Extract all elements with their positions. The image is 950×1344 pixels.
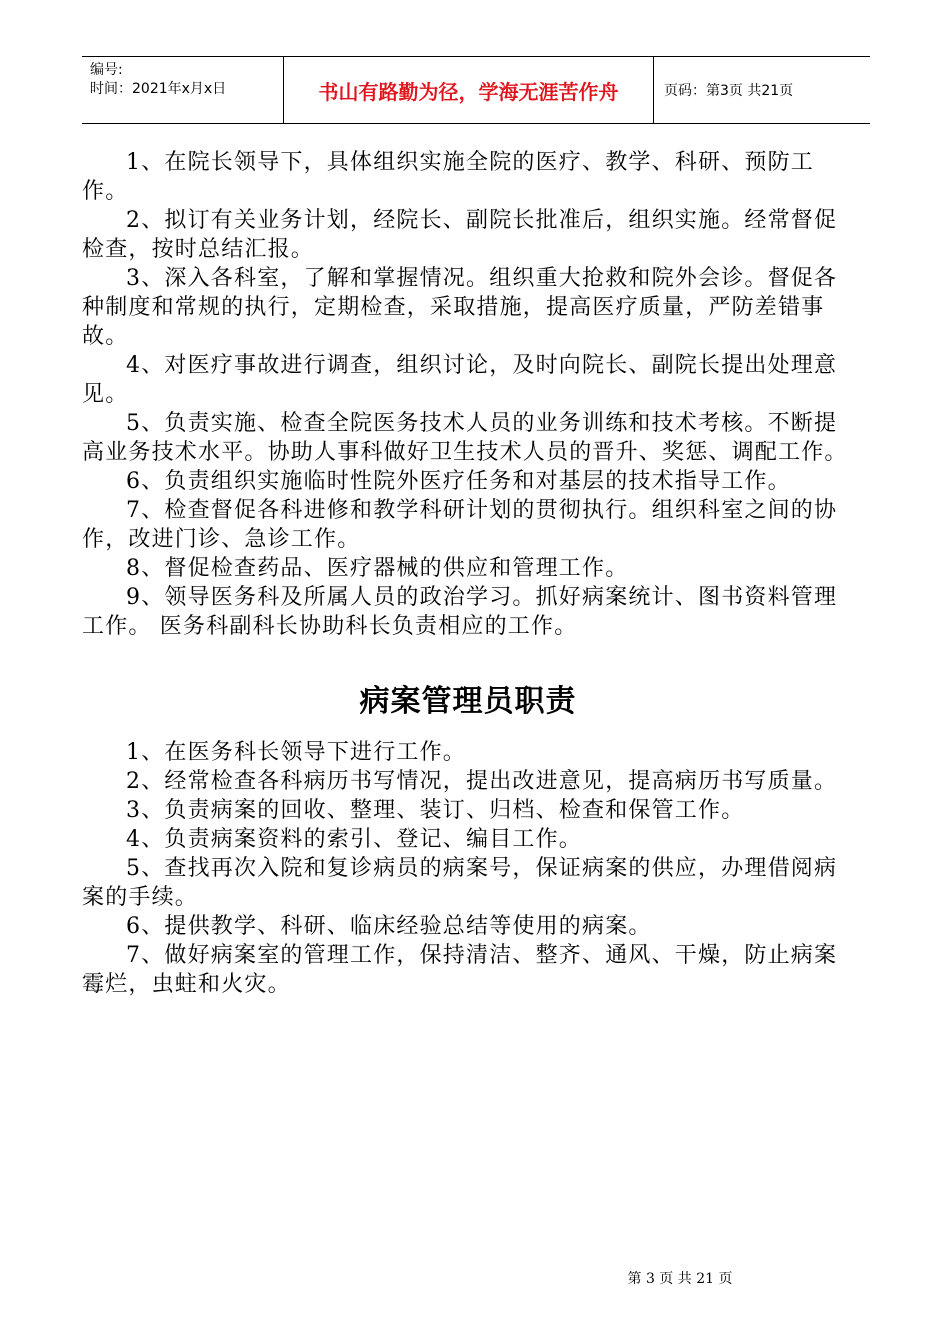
paragraph: 4、对医疗事故进行调查，组织讨论，及时向院长、副院长提出处理意见。: [82, 353, 838, 407]
paragraph: 8、督促检查药品、医疗器械的供应和管理工作。: [126, 556, 629, 581]
page-footer: 第 3 页 共 21 页: [627, 1271, 733, 1287]
header-meta: [82, 57, 284, 123]
paragraph: 5、负责实施、检查全院医务技术人员的业务训练和技术考核。不断提高业务技术水平。协助人事科做好卫生技术人员的晋升、奖惩、调配工作。: [82, 411, 848, 465]
paragraph: 9、领导医务科及所属人员的政治学习。抓好病案统计、图书资料管理工作。 医务科副科长协助科长负责相应的工作。: [82, 585, 838, 639]
paragraph: 1、在医务科长领导下进行工作。: [126, 740, 466, 765]
paragraph: 6、提供教学、科研、临床经验总结等使用的病案。: [126, 914, 652, 939]
paragraph: 2、经常检查各科病历书写情况，提出改进意见，提高病历书写质量。: [126, 769, 838, 794]
duties-section-1: [82, 148, 854, 641]
paragraph: 3、负责病案的回收、整理、装订、归档、检查和保管工作。: [126, 798, 745, 823]
paragraph: 7、做好病案室的管理工作，保持清洁、整齐、通风、干燥，防止病案霉烂，虫蛀和火灾。: [82, 943, 838, 997]
time-label: 时间：2021年x月x日: [90, 81, 227, 97]
duties-section-2: [82, 738, 854, 999]
paragraph: 3、深入各科室，了解和掌握情况。组织重大抢救和院外会诊。督促各种制度和常规的执行，定期检查，采取措施，提高医疗质量，严防差错事故。: [82, 266, 838, 349]
paragraph: 4、负责病案资料的索引、登记、编目工作。: [126, 827, 582, 852]
paragraph: 5、查找再次入院和复诊病员的病案号，保证病案的供应，办理借阅病案的手续。: [82, 856, 838, 910]
paragraph: 2、拟订有关业务计划，经院长、副院长批准后，组织实施。经常督促检查，按时总结汇报。: [82, 208, 838, 262]
motto: 书山有路勤为径，学海无涯苦作舟: [284, 57, 654, 123]
page-info: 页码：第3页 共21页: [664, 83, 794, 99]
paragraph: 7、检查督促各科进修和教学科研计划的贯彻执行。组织科室之间的协作，改进门诊、急诊工作。: [82, 498, 838, 552]
page-header: [82, 56, 870, 124]
paragraph: 6、负责组织实施临时性院外医疗任务和对基层的技术指导工作。: [126, 469, 791, 494]
paragraph: 1、在院长领导下，具体组织实施全院的医疗、教学、科研、预防工作。: [82, 150, 814, 204]
section-title: 病案管理员职责: [359, 684, 577, 719]
number-label: 编号:: [90, 62, 123, 78]
